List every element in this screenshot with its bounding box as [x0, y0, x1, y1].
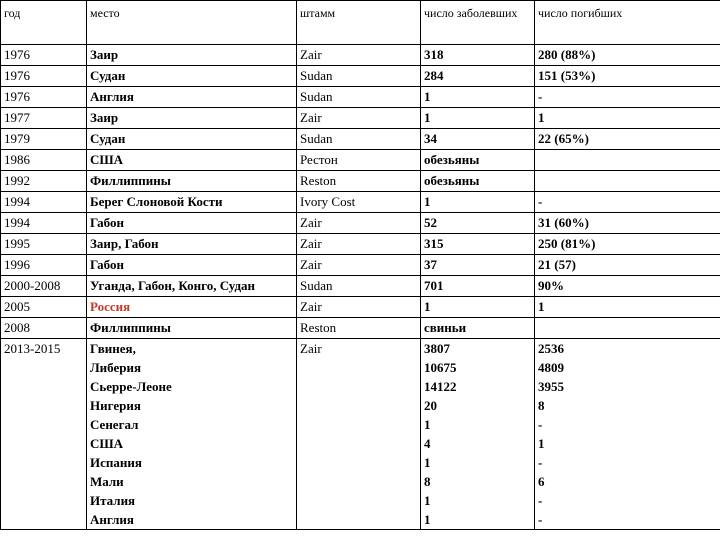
cell-year: 1976	[1, 87, 87, 108]
cell-year: 1996	[1, 255, 87, 276]
place-list-item: Англия	[90, 512, 134, 527]
cell-deaths: -	[535, 192, 720, 213]
cell-deaths: 31 (60%)	[535, 213, 720, 234]
cell-place: США	[87, 150, 297, 171]
cell-cases-list	[421, 339, 535, 530]
cell-place: Габон	[87, 213, 297, 234]
cell-place: Заир, Габон	[87, 234, 297, 255]
place-list-item: Гвинея,	[90, 341, 136, 356]
cell-cases: 34	[421, 129, 535, 150]
cell-deaths: 1	[535, 297, 720, 318]
cases-list-item: 1	[424, 417, 431, 432]
cell-place: Филлиппины	[87, 318, 297, 339]
table-row	[1, 318, 720, 339]
cell-place-list	[87, 339, 297, 530]
cell-year: 1994	[1, 192, 87, 213]
cell-strain: Zair	[297, 339, 421, 530]
cell-strain: Zair	[297, 45, 421, 66]
cases-list-item: 10675	[424, 360, 457, 375]
table-row	[1, 108, 720, 129]
deaths-list-item: 2536	[538, 341, 564, 356]
cell-deaths: -	[535, 87, 720, 108]
deaths-list-item: 6	[538, 474, 545, 489]
cell-deaths: 90%	[535, 276, 720, 297]
cell-deaths: 1	[535, 108, 720, 129]
table-row	[1, 255, 720, 276]
cell-place: Филлиппины	[87, 171, 297, 192]
cell-year: 2008	[1, 318, 87, 339]
place-list-item: Либерия	[90, 360, 142, 375]
deaths-list-item: -	[538, 493, 543, 508]
cell-cases: свиньи	[421, 318, 535, 339]
cell-place: Берег Слоновой Кости	[87, 192, 297, 213]
cases-list-item: 3807	[424, 341, 450, 356]
table-row	[1, 234, 720, 255]
header-cases: число заболевших	[421, 1, 535, 45]
cases-list-item: 1	[424, 512, 431, 527]
cell-year: 1995	[1, 234, 87, 255]
cell-deaths: 22 (65%)	[535, 129, 720, 150]
cases-list-item: 14122	[424, 379, 457, 394]
table-body	[1, 45, 720, 530]
table-row	[1, 192, 720, 213]
table-row	[1, 66, 720, 87]
place-list-item: Нигерия	[90, 398, 141, 413]
header-row	[1, 1, 720, 45]
cell-year: 1977	[1, 108, 87, 129]
cell-cases: 1	[421, 297, 535, 318]
header-strain: штамм	[297, 1, 421, 45]
cell-strain: Sudan	[297, 87, 421, 108]
cell-place: Заир	[87, 108, 297, 129]
cell-cases: обезьяны	[421, 150, 535, 171]
cell-place: Судан	[87, 129, 297, 150]
cell-strain: Sudan	[297, 129, 421, 150]
table-row	[1, 276, 720, 297]
place-list-item: Сенегал	[90, 417, 139, 432]
place-list-item: Мали	[90, 474, 124, 489]
cell-strain: Sudan	[297, 276, 421, 297]
cell-place: Россия	[87, 297, 297, 318]
cell-year: 1976	[1, 45, 87, 66]
cases-list-item: 1	[424, 493, 431, 508]
cell-deaths: 21 (57)	[535, 255, 720, 276]
table-row	[1, 213, 720, 234]
cell-year: 2013-2015	[1, 339, 87, 530]
cell-strain: Zair	[297, 297, 421, 318]
table-row	[1, 150, 720, 171]
header-deaths: число погибших	[535, 1, 720, 45]
place-list-item: Сьерре-Леоне	[90, 379, 172, 394]
header-place: место	[87, 1, 297, 45]
cell-place: Заир	[87, 45, 297, 66]
cell-cases: 1	[421, 87, 535, 108]
cell-strain: Zair	[297, 255, 421, 276]
cell-cases: 701	[421, 276, 535, 297]
cell-cases: 1	[421, 108, 535, 129]
place-list-item: США	[90, 436, 124, 451]
cell-year: 1992	[1, 171, 87, 192]
cell-strain: Zair	[297, 108, 421, 129]
cell-year: 2000-2008	[1, 276, 87, 297]
cell-cases: 52	[421, 213, 535, 234]
cases-list-item: 20	[424, 398, 437, 413]
table-row-2013-2015	[1, 339, 720, 530]
cell-year: 1994	[1, 213, 87, 234]
cell-place: Англия	[87, 87, 297, 108]
deaths-list-item: 3955	[538, 379, 564, 394]
cell-strain: Reston	[297, 318, 421, 339]
deaths-list-item: -	[538, 417, 543, 432]
cell-strain: Zair	[297, 234, 421, 255]
deaths-list-item: 4809	[538, 360, 564, 375]
cell-year: 1979	[1, 129, 87, 150]
cell-strain: Рестон	[297, 150, 421, 171]
cell-cases: 315	[421, 234, 535, 255]
cell-strain: Reston	[297, 171, 421, 192]
cell-place: Судан	[87, 66, 297, 87]
cell-deaths	[535, 150, 720, 171]
deaths-list-item: -	[538, 455, 543, 470]
cell-deaths	[535, 318, 720, 339]
cell-cases: 1	[421, 192, 535, 213]
deaths-list-item: 8	[538, 398, 545, 413]
cell-year: 2005	[1, 297, 87, 318]
cell-deaths-list	[535, 339, 720, 530]
cases-list-item: 4	[424, 436, 431, 451]
cell-cases: обезьяны	[421, 171, 535, 192]
cell-strain: Zair	[297, 213, 421, 234]
table-row	[1, 171, 720, 192]
cell-place: Габон	[87, 255, 297, 276]
table-row	[1, 297, 720, 318]
cases-list-item: 8	[424, 474, 431, 489]
cell-cases: 318	[421, 45, 535, 66]
cell-cases: 37	[421, 255, 535, 276]
place-list-item: Италия	[90, 493, 136, 508]
cell-cases: 284	[421, 66, 535, 87]
cell-year: 1976	[1, 66, 87, 87]
table-row	[1, 129, 720, 150]
deaths-list-item: 1	[538, 436, 545, 451]
cell-deaths	[535, 171, 720, 192]
cell-strain: Sudan	[297, 66, 421, 87]
cases-list-item: 1	[424, 455, 431, 470]
cell-deaths: 250 (81%)	[535, 234, 720, 255]
cell-year: 1986	[1, 150, 87, 171]
table-row	[1, 87, 720, 108]
cell-deaths: 280 (88%)	[535, 45, 720, 66]
place-list-item: Испания	[90, 455, 142, 470]
table-row	[1, 45, 720, 66]
header-year: год	[1, 1, 87, 45]
cell-deaths: 151 (53%)	[535, 66, 720, 87]
cell-strain: Ivory Cost	[297, 192, 421, 213]
cell-place: Уганда, Габон, Конго, Судан	[87, 276, 297, 297]
deaths-list-item: -	[538, 512, 543, 527]
